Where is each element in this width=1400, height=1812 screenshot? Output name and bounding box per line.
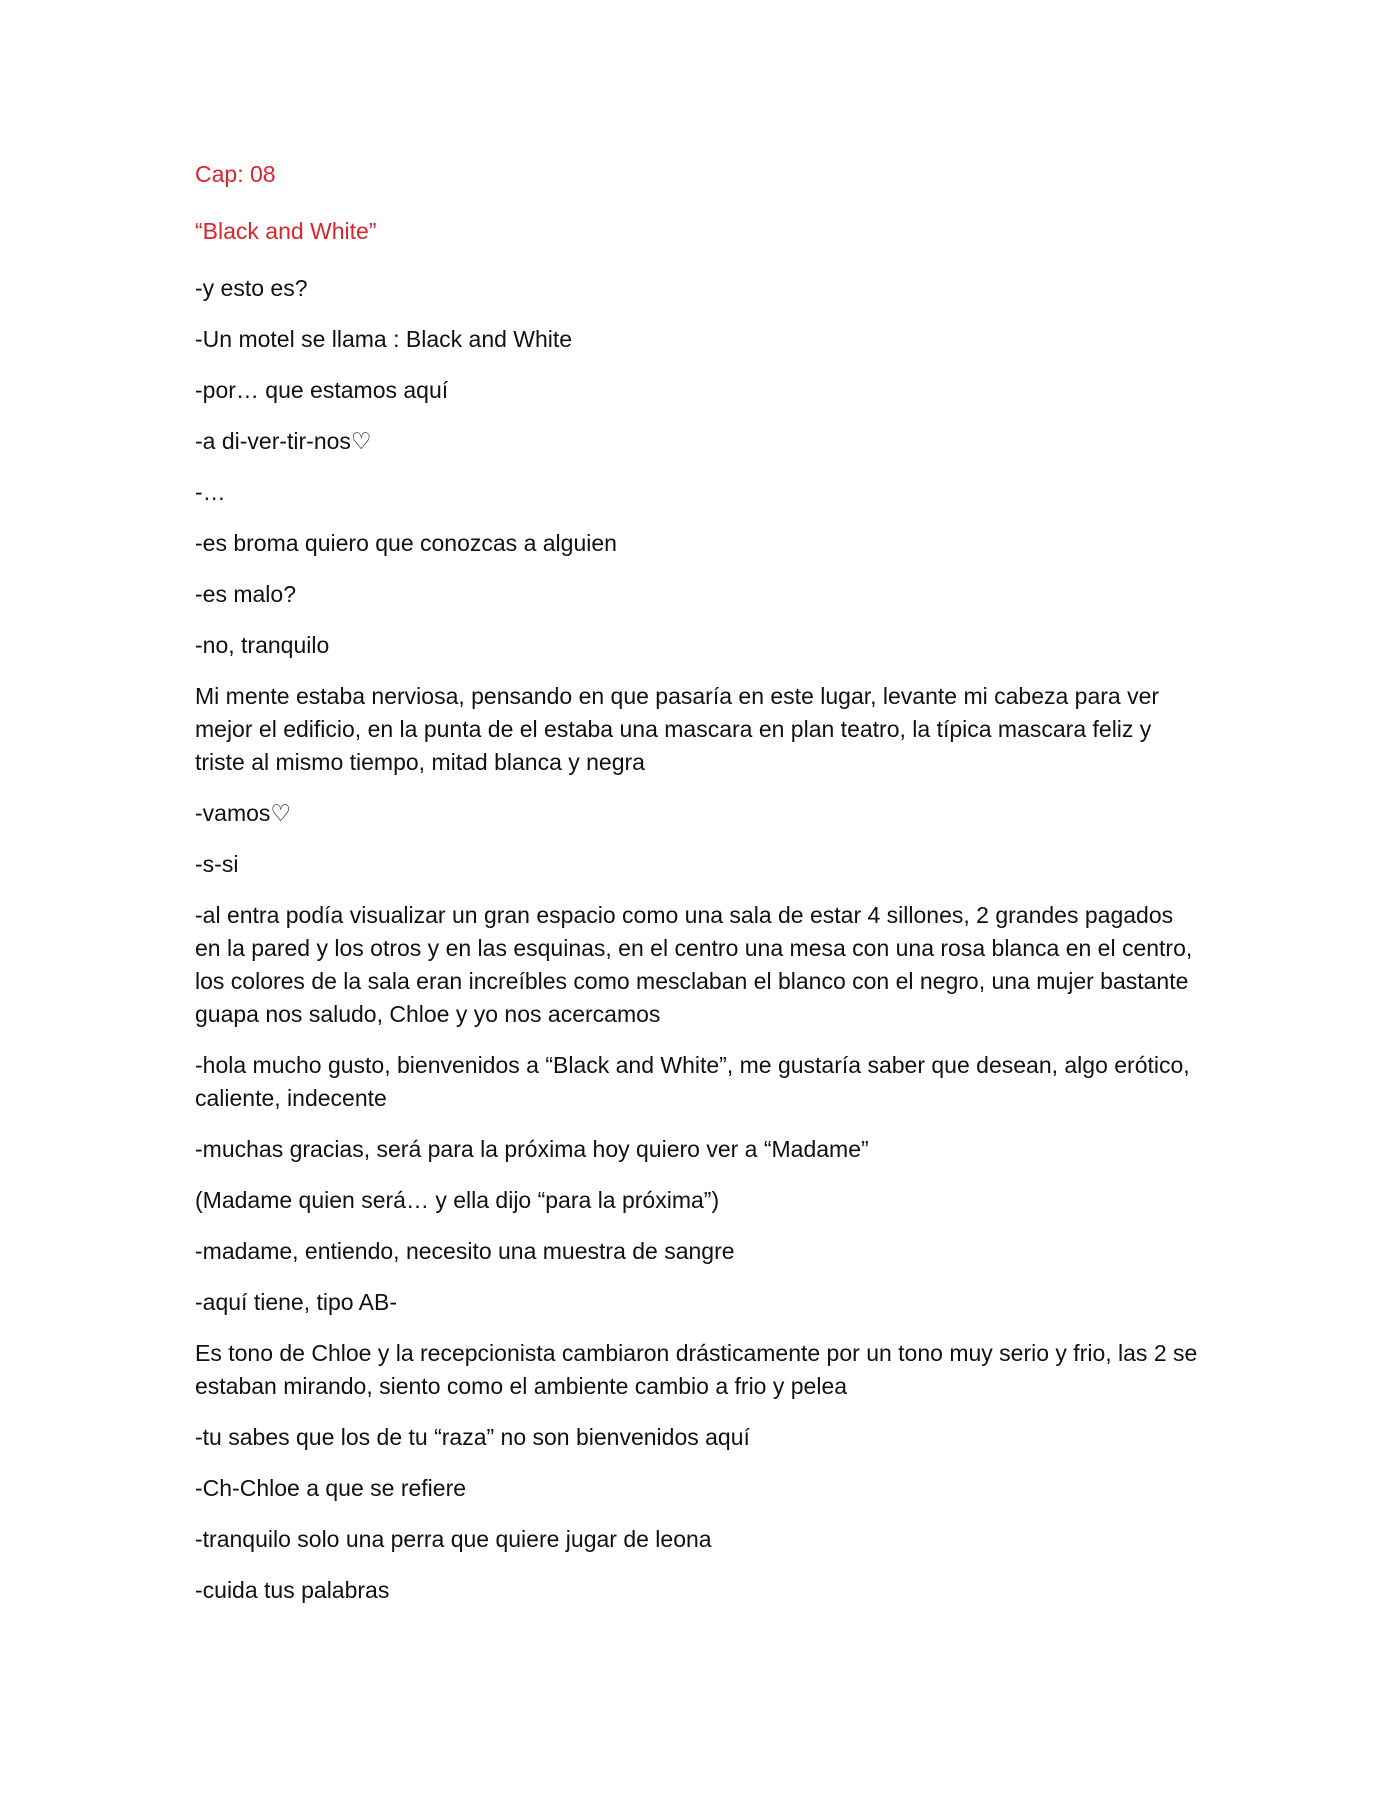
- paragraph: -por… que estamos aquí: [195, 377, 449, 403]
- paragraph: -y esto es?: [195, 275, 308, 301]
- paragraph: (Madame quien será… y ella dijo “para la próxima”): [195, 1187, 720, 1213]
- paragraph: -Ch-Chloe a que se refiere: [195, 1475, 467, 1501]
- paragraph: -muchas gracias, será para la próxima hoy quiero ver a “Madame”: [195, 1136, 869, 1162]
- paragraph: Mi mente estaba nerviosa, pensando en que pasaría en este lugar, levante mi cabeza para ver mejor el edificio, en la punta de el estaba una mascara en plan teatro, la típica mascara feliz y triste al mismo tiempo, mitad blanca y negra: [195, 683, 1160, 775]
- paragraph: -al entra podía visualizar un gran espacio como una sala de estar 4 sillones, 2 grandes pagados en la pared y los otros y en las esquinas, en el centro una mesa con una rosa blanca en el centro, los colores de la sala eran increíbles como mesclaban el blanco con el negro, una mujer bastante guapa nos saludo, Chloe y yo nos acercamos: [195, 902, 1193, 1027]
- paragraph: -no, tranquilo: [195, 632, 330, 658]
- paragraph: -madame, entiendo, necesito una muestra de sangre: [195, 1238, 735, 1264]
- paragraph: -a di-ver-tir-nos♡: [195, 428, 372, 454]
- paragraph: -s-si: [195, 851, 239, 877]
- document-body: [195, 158, 1205, 1625]
- paragraph: -tranquilo solo una perra que quiere jugar de leona: [195, 1526, 712, 1552]
- paragraph: -hola mucho gusto, bienvenidos a “Black and White”, me gustaría saber que desean, algo erótico, caliente, indecente: [195, 1052, 1190, 1111]
- paragraph: -es malo?: [195, 581, 296, 607]
- paragraph: -cuida tus palabras: [195, 1577, 390, 1603]
- chapter-title: “Black and White”: [195, 218, 377, 244]
- paragraph: -es broma quiero que conozcas a alguien: [195, 530, 617, 556]
- paragraph: Es tono de Chloe y la recepcionista cambiaron drásticamente por un tono muy serio y frio, las 2 se estaban mirando, siento como el ambiente cambio a frio y pelea: [195, 1340, 1198, 1399]
- paragraph: -vamos♡: [195, 800, 292, 826]
- paragraph: -tu sabes que los de tu “raza” no son bienvenidos aquí: [195, 1424, 750, 1450]
- chapter-label: Cap: 08: [195, 161, 276, 187]
- paragraph: -aquí tiene, tipo AB-: [195, 1289, 398, 1315]
- paragraph: -…: [195, 479, 226, 505]
- paragraph: -Un motel se llama : Black and White: [195, 326, 573, 352]
